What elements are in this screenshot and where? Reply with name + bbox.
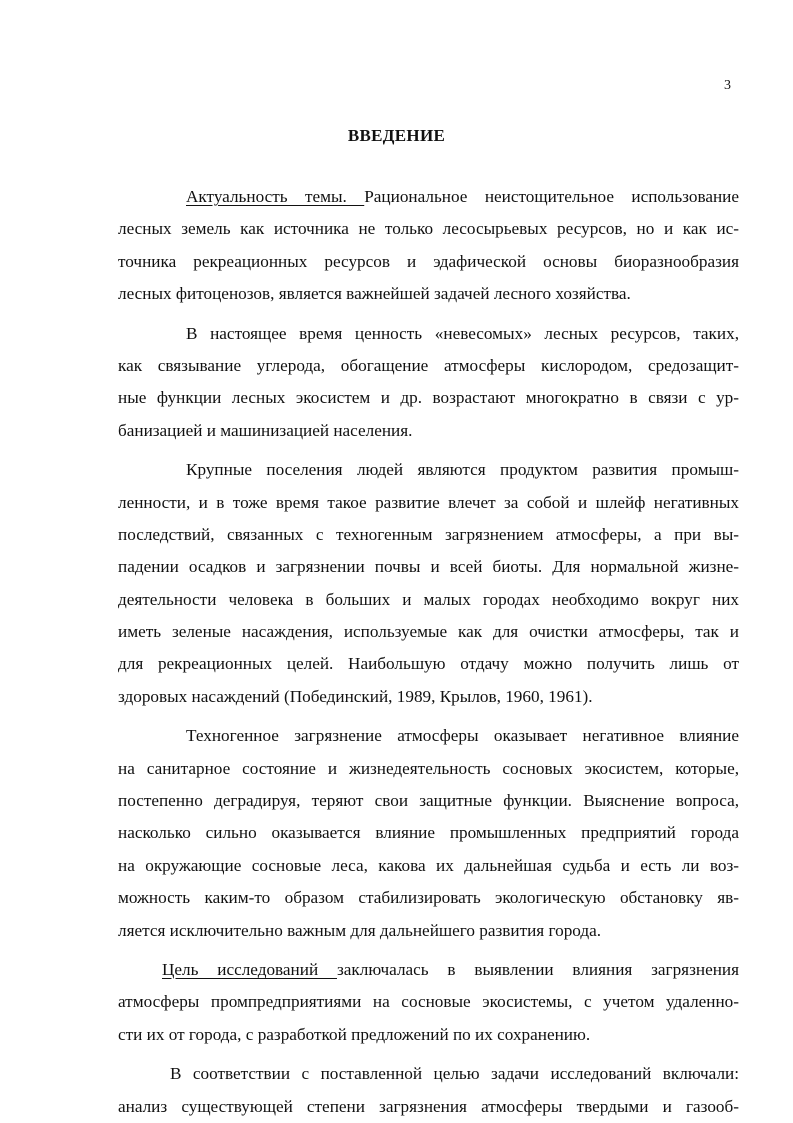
text-line: анализ существующей степени загрязнения атмосферы твердыми и газооб- [118, 1096, 739, 1116]
paragraph [118, 181, 739, 311]
text-line: деятельности человека в больших и малых городах необходимо вокруг них [118, 589, 739, 609]
text-line: лесных земель как источника не только лесосырьевых ресурсов, но и как ис- [118, 219, 739, 239]
section-heading: Цель исследований [162, 959, 337, 979]
text-line: банизацией и машинизацией населения. [118, 420, 413, 440]
paragraph [118, 454, 739, 713]
document-body [118, 181, 739, 1123]
paragraph [118, 720, 739, 947]
text-line: ляется исключительно важным для дальнейшего развития города. [118, 920, 602, 940]
text-line: как связывание углерода, обогащение атмосферы кислородом, средозащит- [118, 355, 739, 375]
text-line: можность каким-то образом стабилизировать экологическую обстановку яв- [118, 888, 739, 908]
text-line: насколько сильно оказывается влияние промышленных предприятий города [118, 823, 739, 843]
text-line: Крупные поселения людей являются продуктом развития промыш- [186, 460, 739, 480]
text-line: здоровых насаждений (Побединский, 1989, Крылов, 1960, 1961). [118, 686, 593, 706]
text-line: точника рекреационных ресурсов и эдафической основы биоразнообразия [118, 251, 739, 271]
text-line: сти их от города, с разработкой предложений по их сохранению. [118, 1024, 591, 1044]
text-line: В настоящее время ценность «невесомых» лесных ресурсов, таких, [186, 323, 739, 343]
text-line: ленности, и в тоже время такое развитие влечет за собой и шлейф негативных [118, 492, 739, 512]
text-line: падении осадков и загрязнении почвы и всей биоты. Для нормальной жизне- [118, 557, 739, 577]
text-line: постепенно деградируя, теряют свои защитные функции. Выяснение вопроса, [118, 791, 739, 811]
text-line: атмосферы промпредприятиями на сосновые экосистемы, с учетом удаленно- [118, 992, 739, 1012]
line-text: Рациональное неистощительное использование [364, 187, 739, 206]
section-heading: Актуальность темы. [186, 187, 365, 206]
text-line [118, 954, 739, 986]
text-line: лесных фитоценозов, является важнейшей задачей лесного хозяйства. [118, 284, 631, 304]
text-line: на окружающие сосновые леса, какова их дальнейшая судьба и есть ли воз- [118, 855, 739, 875]
paragraph [118, 954, 739, 1051]
text-line: для рекреационных целей. Наибольшую отдачу можно получить лишь от [118, 654, 739, 674]
text-line: Техногенное загрязнение атмосферы оказывает негативное влияние [186, 726, 739, 746]
paragraph [118, 318, 739, 448]
text-line: на санитарное состояние и жизнедеятельность сосновых экосистем, которые, [118, 758, 739, 778]
page-number: 3 [724, 78, 731, 93]
text-line: В соответствии с поставленной целью задачи исследований включали: [170, 1064, 739, 1084]
text-line: последствий, связанных с техногенным загрязнением атмосферы, а при вы- [118, 524, 739, 544]
line-text: заключалась в выявлении влияния загрязнения [336, 959, 739, 979]
paragraph [118, 1058, 739, 1123]
text-line [118, 181, 739, 213]
text-line: иметь зеленые насаждения, используемые как для очистки атмосферы, так и [118, 622, 739, 642]
page-title: ВВЕДЕНИЕ [347, 126, 446, 145]
text-line: ные функции лесных экосистем и др. возрастают многократно в связи с ур- [118, 388, 739, 408]
